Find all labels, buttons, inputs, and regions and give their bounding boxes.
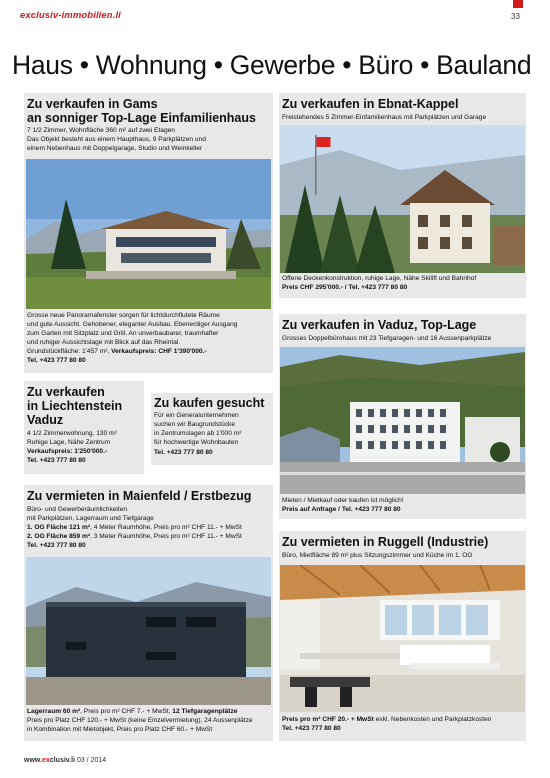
maienfeld-og2-details: , 3 Meter Raumhöhe, Preis pro m² CHF 11.- + MwSt [90, 533, 242, 540]
maienfeld-bottom-1 [27, 708, 237, 716]
gams-intro-2: Das Objekt besteht aus einem Haupthaus, 9 Parkplätzen und [27, 136, 206, 143]
page-footer [24, 757, 106, 764]
listing-liechtenstein [24, 381, 144, 474]
vaduz-office-photo [280, 347, 525, 494]
ruggell-office-photo [280, 565, 525, 712]
page-headline: Haus • Wohnung • Gewerbe • Büro • Bauland [12, 50, 532, 80]
ebnat-subtitle: Freistehendes 5 Zimmer-Einfamilienhaus mit Parkplätzen und Garage [282, 114, 487, 121]
red-corner-mark [513, 0, 523, 8]
liechtenstein-line-2: Ruhige Lage, Nähe Zentrum [27, 439, 111, 446]
gams-desc-3: zum Garten mit Sitzplatz und Grill. An unverbaubarer, traumhafter [27, 330, 219, 337]
gams-desc-4: und ruhiger Aussichtslage mit Blick auf das Rheintal. [27, 339, 181, 346]
gams-desc-2: und gute Aussicht. Gehobener, eleganter Ausbau. Ebenerdiger Ausgang [27, 321, 238, 328]
maienfeld-tiefgarage: 12 Tiefgaragenplätze [172, 708, 238, 715]
vaduz-subtitle: Grosses Doppelbürohaus mit 23 Tiefgaragen- und 16 Aussenparkplätze [282, 335, 492, 342]
listing-maienfeld [24, 485, 273, 741]
maienfeld-line-1: Büro- und Gewerberäumlichkeiten [27, 506, 128, 513]
liechtenstein-line-1: 4 1/2 Zimmerwohnung, 130 m² [27, 430, 117, 437]
maienfeld-line-2: mit Parkplätzen, Lagerraum und Tiefgarage [27, 515, 154, 522]
gams-price-line [27, 348, 207, 356]
gams-price: Verkaufspreis: CHF 1'390'000.- [111, 348, 207, 355]
ruggell-price: Preis pro m² CHF 20.- + MwSt [282, 716, 374, 723]
maienfeld-line-3 [27, 524, 242, 532]
liechtenstein-price: Verkaufspreis: 1'250'000.- [27, 448, 108, 455]
kaufen-line-3: in Zentrumslagen ab 1'000 m² [154, 430, 242, 437]
maienfeld-line-4 [27, 533, 242, 541]
gams-title-1: Zu verkaufen in Gams [27, 97, 158, 111]
ruggell-phone: Tel. +423 777 80 80 [282, 725, 341, 732]
ruggell-title: Zu vermieten in Ruggell (Industrie) [282, 535, 489, 549]
ruggell-price-note: exkl. Nebenkosten und Parkplatzkosten [373, 716, 492, 723]
gams-intro-1: 7 1/2 Zimmer, Wohnfläche 360 m² auf zwei Etagen [27, 127, 175, 134]
listing-vaduz [279, 314, 526, 519]
maienfeld-og1-area: 1. OG Fläche 121 m² [27, 524, 91, 531]
footer-web-suffix: clusiv.li [49, 757, 75, 764]
gams-title-2: an sonniger Top-Lage Einfamilienhaus [27, 111, 256, 125]
maienfeld-lager-area: Lagerraum 60 m² [27, 708, 81, 715]
vaduz-price-phone: Preis auf Anfrage / Tel. +423 777 80 80 [282, 506, 401, 513]
kaufen-line-2: suchen wir Baugrundstücke [154, 421, 236, 428]
vaduz-title: Zu verkaufen in Vaduz, Top-Lage [282, 318, 477, 332]
maienfeld-bottom-3: in Kombination mit Mietobjekt, Preis pro Platz CHF 60.- + MwSt [27, 726, 213, 733]
maienfeld-building-photo [26, 557, 271, 705]
footer-website[interactable] [24, 757, 75, 764]
gams-phone: Tel. +423 777 80 80 [27, 357, 86, 364]
listing-gams [24, 93, 273, 373]
liechtenstein-title-1: Zu verkaufen [27, 385, 105, 399]
brand-name: exclusiv-immobilien.li [20, 10, 121, 21]
liechtenstein-phone: Tel. +423 777 80 80 [27, 457, 86, 464]
listing-kaufen-gesucht [151, 393, 273, 465]
gams-desc-1: Grosse neue Panoramafenster sorgen für lichtdurchflutete Räume [27, 312, 220, 319]
maienfeld-phone: Tel. +423 777 80 80 [27, 542, 86, 549]
ebnat-title: Zu verkaufen in Ebnat-Kappel [282, 97, 459, 111]
kaufen-line-4: für hochwertige Wohnbauten [154, 439, 239, 446]
kaufen-phone: Tel. +423 777 80 80 [154, 449, 213, 456]
maienfeld-bottom-2: Preis pro Platz CHF 120.- + MwSt (keine Einzelvermietung), 24 Aussenplätze [27, 717, 253, 724]
listing-ebnat [279, 93, 526, 298]
maienfeld-lager-price: , Preis pro m² CHF 7.- + MwSt, [80, 708, 173, 715]
gams-intro-3: einem Nebenhaus mit Doppelgarage, Studio und Weinkeller [27, 145, 203, 152]
listing-ruggell [279, 531, 526, 741]
ebnat-price-phone: Preis CHF 295'000.- / Tel. +423 777 80 80 [282, 284, 408, 291]
kaufen-title: Zu kaufen gesucht [154, 396, 265, 410]
ebnat-house-photo [280, 125, 525, 273]
ruggell-price-line [282, 716, 491, 724]
ebnat-desc: Offene Deckenkonstruktion, ruhige Lage, Nähe Skilift und Bahnhof [282, 275, 477, 282]
gams-plot: Grundstückfläche: 1'457 m², [27, 348, 112, 355]
footer-web-prefix: www. [24, 757, 43, 764]
liechtenstein-title-2: in Liechtenstein [27, 399, 123, 413]
ruggell-subtitle: Büro, Mietfläche 89 m² plus Sitzungszimmer und Küche im 1. OG [282, 552, 473, 559]
gams-house-photo [26, 159, 271, 309]
maienfeld-title: Zu vermieten in Maienfeld / Erstbezug [27, 489, 252, 503]
vaduz-desc: Mieten / Mietkauf oder kaufen ist möglich! [282, 497, 404, 504]
liechtenstein-title-3: Vaduz [27, 413, 64, 427]
kaufen-line-1: Für ein Generalunternehmen [154, 412, 239, 419]
footer-web-ex: ex [42, 757, 50, 764]
page-number: 33 [511, 12, 520, 21]
maienfeld-og2-area: 2. OG Fläche 859 m² [27, 533, 91, 540]
footer-issue: 03 / 2014 [75, 757, 107, 764]
maienfeld-og1-details: , 4 Meter Raumhöhe, Preis pro m² CHF 11.- + MwSt [90, 524, 242, 531]
